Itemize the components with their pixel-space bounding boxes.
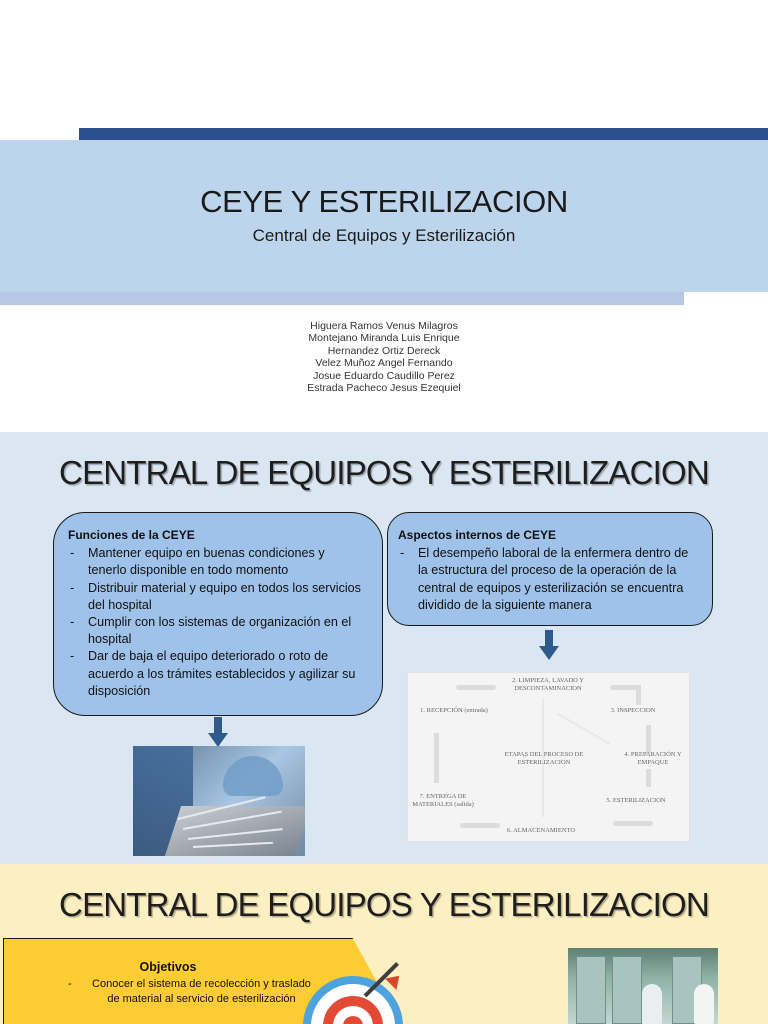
aspectos-box	[387, 512, 713, 626]
presentation-title: CEYE Y ESTERILIZACION	[200, 184, 568, 219]
sterilization-room-photo	[568, 948, 718, 1024]
author-name: Hernandez Ortiz Dereck	[327, 344, 441, 357]
list-item: - Distribuir material y equipo en todos los servicios del hospital	[68, 580, 364, 614]
list-item: - Mantener equipo en buenas condiciones y tenerlo disponible en todo momento	[68, 545, 364, 579]
step-label: 7. ENTREGA DE MATERIALES (salida)	[412, 793, 474, 808]
objetivos-title: Objetivos	[139, 960, 197, 974]
author-name: Estrada Pacheco Jesus Ezequiel	[307, 382, 461, 395]
presentation-subtitle: Central de Equipos y Esterilización	[252, 226, 516, 245]
down-arrow-icon	[539, 630, 559, 662]
list-item: - Cumplir con los sistemas de organización en el hospital	[68, 614, 364, 648]
top-accent-bar	[79, 128, 768, 140]
slide-heading: CENTRAL DE EQUIPOS Y ESTERILIZACION	[59, 454, 709, 491]
objetivos-list	[68, 977, 318, 1008]
step-label: 4. PREPARACIÓN Y EMPAQUE	[624, 751, 682, 766]
step-label: 5. ESTERILIZACION	[606, 797, 666, 804]
author-name: Josue Eduardo Caudillo Perez	[313, 369, 455, 382]
down-arrow-icon	[208, 717, 228, 749]
surgical-instruments-photo	[133, 746, 305, 856]
list-item: - Dar de baja el equipo deteriorado o roto de acuerdo a los trámites establecidos y agilizar su disposición	[68, 648, 364, 700]
objectives-slide	[0, 864, 768, 1024]
step-label: 3. INSPECCION	[610, 707, 656, 714]
step-label: 2. LIMPIEZA, LAVADO Y DESCONTAMINACION	[512, 677, 584, 692]
sterilization-process-diagram	[407, 672, 690, 842]
diagram-center-label: ETAPAS DEL PROCESO DE ESTERILIZACION	[504, 751, 584, 766]
bottom-accent-bar	[0, 292, 684, 305]
funciones-list	[68, 545, 364, 700]
author-name: Montejano Miranda Luis Enrique	[308, 332, 460, 345]
author-name: Velez Muñoz Angel Fernando	[315, 357, 453, 370]
list-item: - Conocer el sistema de recolección y traslado de material al servicio de esterilización	[68, 977, 318, 1008]
title-slide	[0, 0, 768, 432]
funciones-box	[53, 512, 383, 716]
slide-heading: CENTRAL DE EQUIPOS Y ESTERILIZACION	[59, 886, 709, 923]
list-item: - El desempeño laboral de la enfermera dentro de la estructura del proceso de la operación de la central de equipos y esterilización se encuentra dividido de la siguiente manera	[398, 545, 698, 614]
funciones-title: Funciones de la CEYE	[68, 528, 195, 542]
aspectos-list	[398, 545, 698, 614]
author-name: Higuera Ramos Venus Milagros	[310, 320, 458, 332]
author-list	[0, 320, 768, 394]
step-label: 6. ALMACENAMIENTO	[506, 827, 576, 834]
aspectos-title: Aspectos internos de CEYE	[398, 528, 557, 542]
step-label: 1. RECEPCIÓN (entrada)	[420, 707, 488, 714]
functions-slide	[0, 432, 768, 864]
